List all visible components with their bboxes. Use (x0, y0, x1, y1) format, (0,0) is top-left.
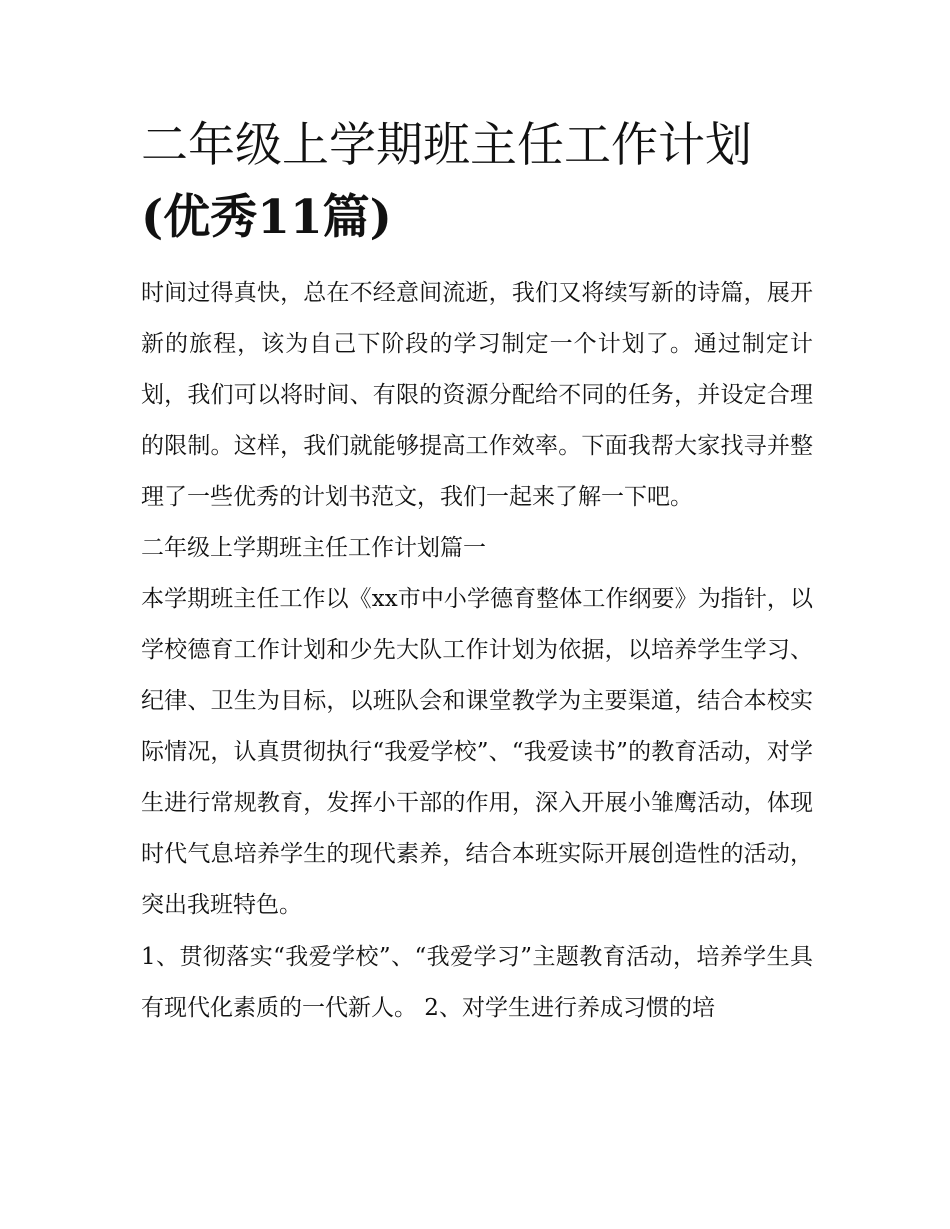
section-heading: 二年级上学期班主任工作计划篇一 (141, 535, 486, 561)
intro-paragraph: 时间过得真快，总在不经意间流逝，我们又将续写新的诗篇，展开新的旅程，该为自己下阶段的学习制定一个计划了。通过制定计划，我们可以将时间、有限的资源分配给不同的任务，并设定合理的限制。这样，我们就能够提高工作效率。下面我帮大家找寻并整理了一些优秀的计划书范文，我们一起来了解一下吧。 (141, 280, 813, 510)
title-paren-close: 篇) (322, 190, 392, 245)
title-paren-open: (优秀 (141, 190, 258, 245)
title-line-1: 二年级上学期班主任工作计划 (141, 118, 752, 173)
document-title (141, 110, 813, 254)
document-page (141, 110, 813, 1034)
section-body-paragraph: 本学期班主任工作以《xx市中小学德育整体工作纲要》为指针，以学校德育工作计划和少先大队工作计划为依据，以培养学生学习、纪律、卫生为目标，以班队会和课堂教学为主要渠道，结合本校实际情况，认真贯彻执行“我爱学校”、“我爱读书”的教育活动，对学生进行常规教育，发挥小干部的作用，深入开展小雏鹰活动，体现时代气息培养学生的现代素养，结合本班实际开展创造性的活动，突出我班特色。 (141, 586, 813, 918)
list-paragraph: 1、贯彻落实“我爱学校”、“我爱学习”主题教育活动，培养学生具有现代化素质的一代新人。 2、对学生进行养成习惯的培 (141, 944, 813, 1021)
title-count: 11 (257, 190, 323, 245)
